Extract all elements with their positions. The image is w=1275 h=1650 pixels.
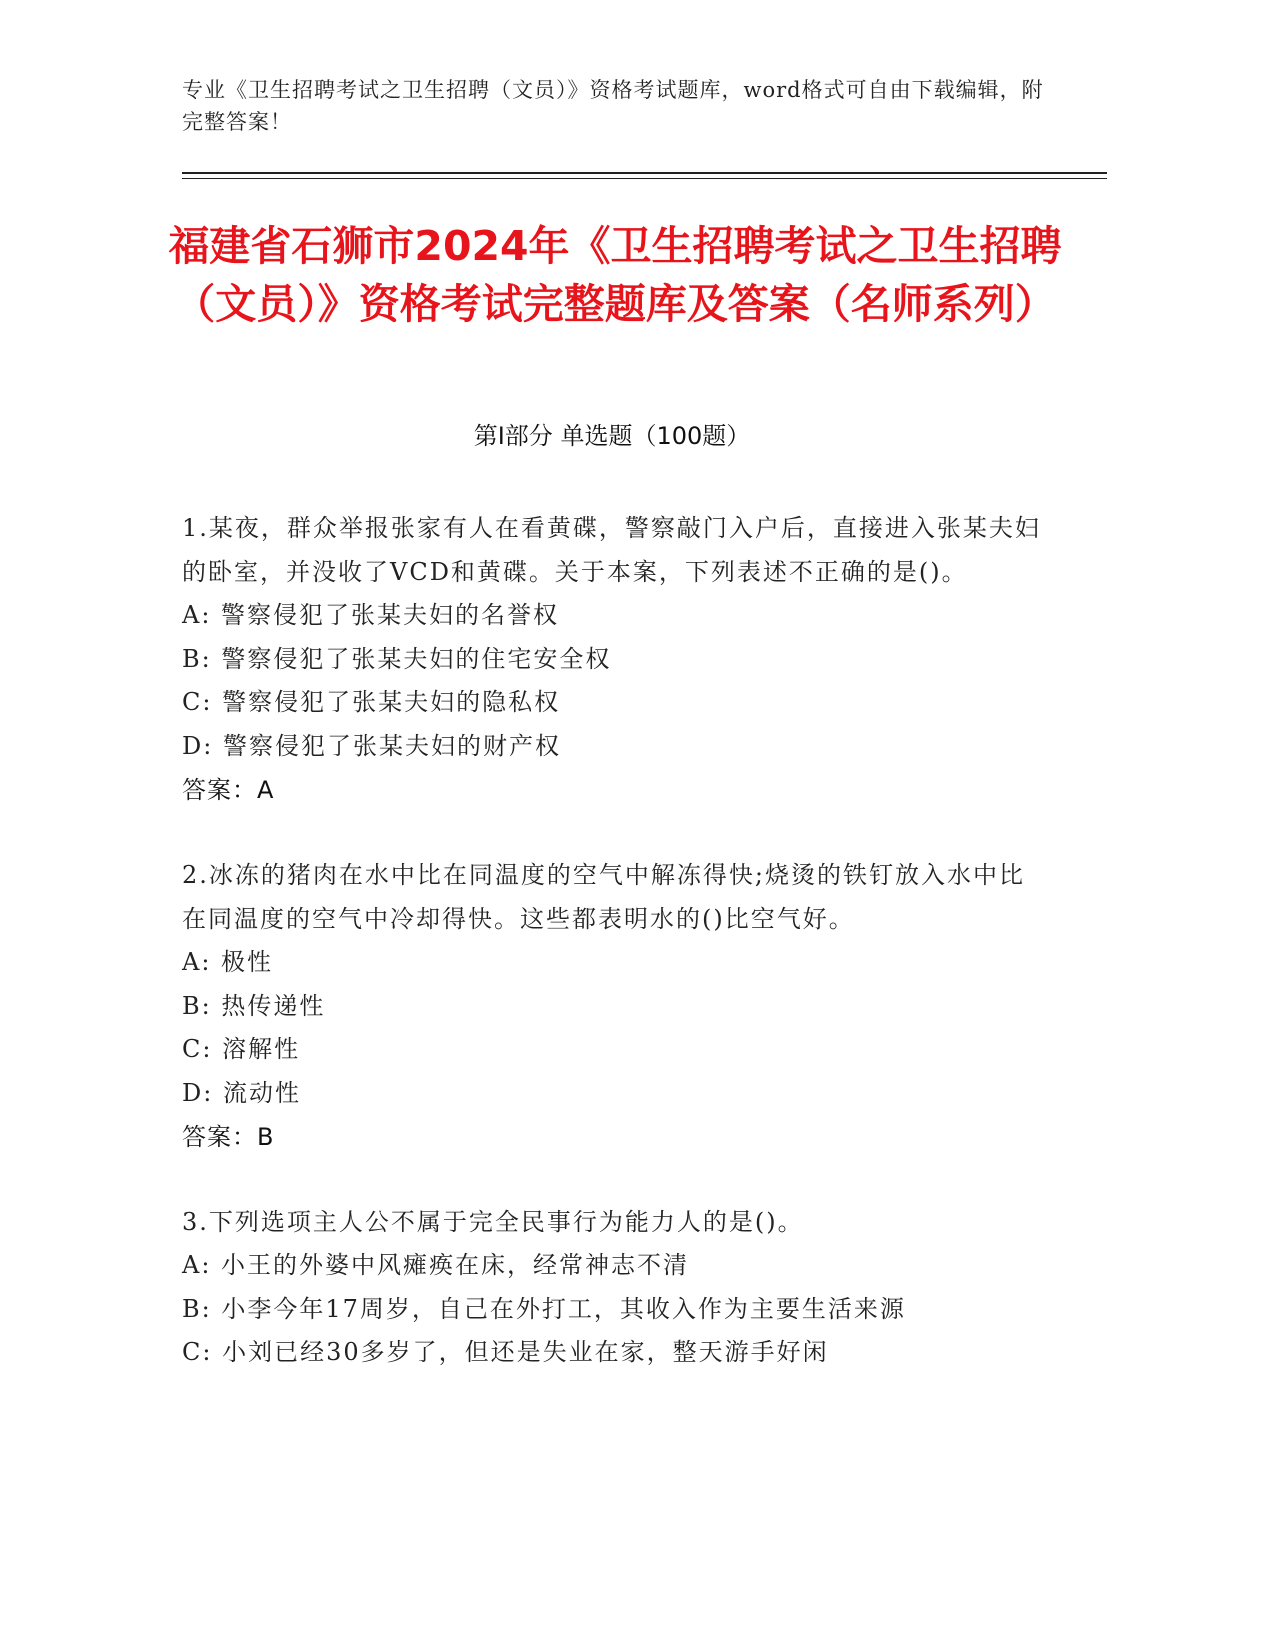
header-note: 专业《卫生招聘考试之卫生招聘（文员）》资格考试题库，word格式可自由下载编辑，附完整答案！ — [182, 78, 1044, 134]
option-b: B: 小李今年17周岁，自己在外打工，其收入作为主要生活来源 — [182, 1294, 906, 1323]
option-a: A: 警察侵犯了张某夫妇的名誉权 — [182, 601, 560, 629]
answer-label: 答案：A — [182, 776, 275, 804]
option-b: B: 热传递性 — [182, 991, 326, 1020]
question-stem: 1.某夜，群众举报张家有人在看黄碟，警察敲门入户后，直接进入张某夫妇的卧室，并没收了VCD和黄碟。关于本案，下列表述不正确的是()。 — [182, 514, 1041, 586]
option-c: C: 溶解性 — [182, 1035, 301, 1063]
question-stem: 3.下列选项主人公不属于完全民事行为能力人的是()。 — [182, 1208, 804, 1236]
question-1 — [182, 506, 1042, 812]
header-divider-thin — [182, 178, 1107, 179]
section-title: 第I部分 单选题（100题） — [473, 422, 751, 450]
option-a: A: 极性 — [182, 948, 274, 976]
question-list — [182, 506, 1042, 1416]
option-a: A: 小王的外婆中风瘫痪在床，经常神志不清 — [182, 1251, 690, 1279]
answer-label: 答案：B — [182, 1123, 275, 1151]
option-c: C: 小刘已经30多岁了，但还是失业在家，整天游手好闲 — [182, 1338, 829, 1366]
question-3 — [182, 1200, 1042, 1375]
question-stem: 2.冰冻的猪肉在水中比在同温度的空气中解冻得快;烧烫的铁钉放入水中比在同温度的空气中冷却得快。这些都表明水的()比空气好。 — [182, 861, 1025, 933]
question-2 — [182, 853, 1042, 1159]
option-d: D: 流动性 — [182, 1078, 301, 1107]
document-title: 福建省石狮市2024年《卫生招聘考试之卫生招聘（文员）》资格考试完整题库及答案（名师系列） — [168, 222, 1062, 328]
option-d: D: 警察侵犯了张某夫妇的财产权 — [182, 731, 561, 760]
header-divider-thick — [182, 172, 1107, 174]
option-b: B: 警察侵犯了张某夫妇的住宅安全权 — [182, 644, 612, 673]
option-c: C: 警察侵犯了张某夫妇的隐私权 — [182, 688, 561, 716]
